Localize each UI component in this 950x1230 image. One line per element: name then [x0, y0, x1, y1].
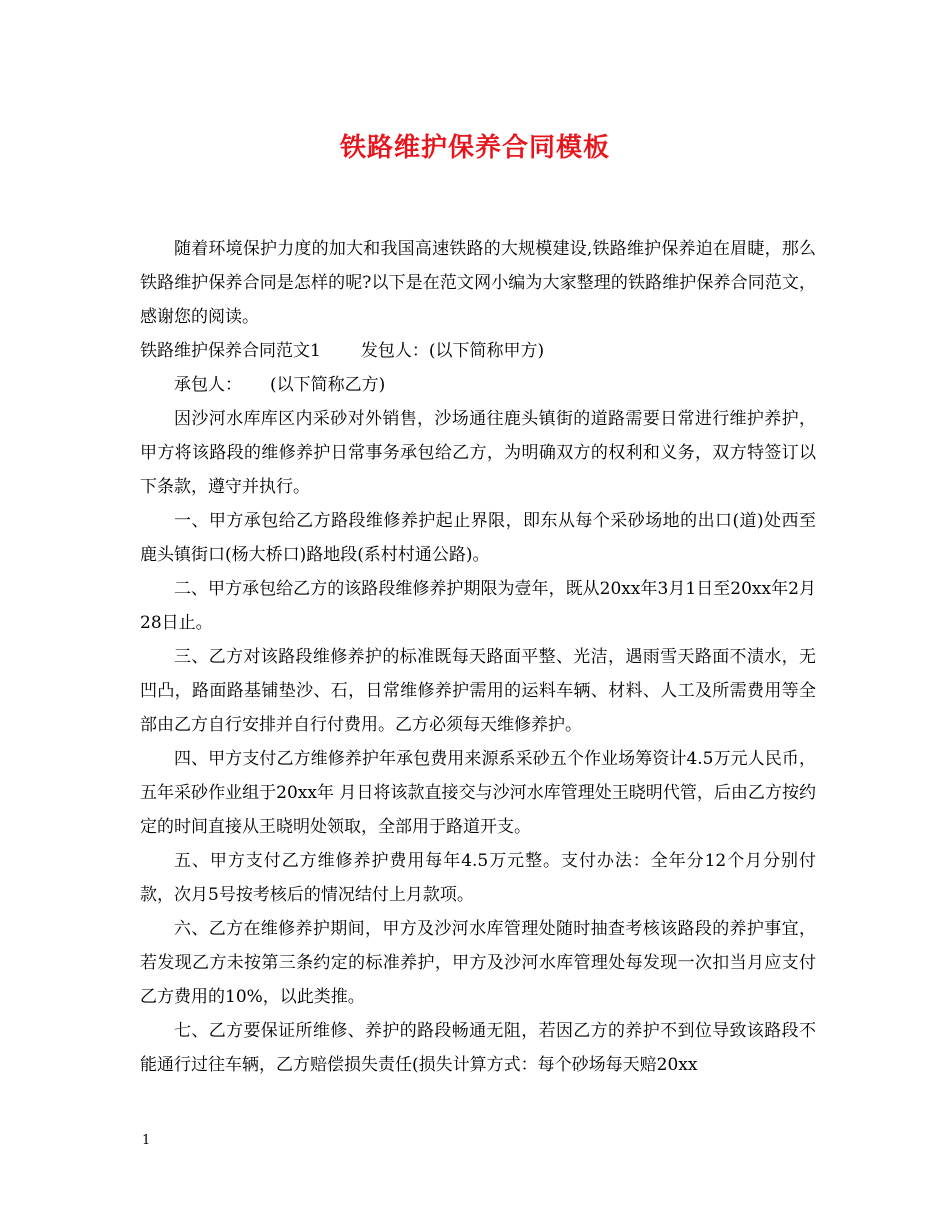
- clause-7: 七、乙方要保证所维修、养护的路段畅通无阻，若因乙方的养护不到位导致该路段不能通行过往车辆，乙方赔偿损失责任(损失计算方式：每个砂场每天赔20xx: [140, 1021, 816, 1075]
- clause-5: 五、甲方支付乙方维修养护费用每年4.5万元整。支付办法：全年分12个月分别付款，次月5号按考核后的情况结付上月款项。: [140, 851, 816, 905]
- sample-heading-line: [140, 334, 816, 368]
- party-a-line: 发包人：(以下简称甲方): [360, 341, 545, 361]
- sample-heading: 铁路维护保养合同范文1: [140, 341, 321, 361]
- clause-1: 一、甲方承包给乙方路段维修养护起止界限，即东从每个采砂场地的出口(道)处西至鹿头镇街口(杨大桥口)路地段(系村村通公路)。: [140, 511, 816, 565]
- clause-6: 六、乙方在维修养护期间，甲方及沙河水库管理处随时抽查考核该路段的养护事宜，若发现乙方未按第三条约定的标准养护，甲方及沙河水库管理处每发现一次扣当月应支付乙方费用的10%，以此类推。: [140, 919, 816, 1007]
- clause-4: 四、甲方支付乙方维修养护年承包费用来源系采砂五个作业场筹资计4.5万元人民币，五年采砂作业组于20xx年 月日将该款直接交与沙河水库管理处王晓明代管，后由乙方按约定的时间直接从王晓明处领取，全部用于路道开支。: [140, 749, 816, 837]
- clause-2: 二、甲方承包给乙方的该路段维修养护期限为壹年，既从20xx年3月1日至20xx年2月28日止。: [140, 579, 816, 633]
- document-body: [140, 232, 816, 1082]
- clause-preamble: 因沙河水库库区内采砂对外销售，沙场通往鹿头镇街的道路需要日常进行维护养护，甲方将该路段的维修养护日常事务承包给乙方，为明确双方的权利和义务，双方特签订以下条款，遵守并执行。: [140, 409, 816, 497]
- party-b-label: 承包人：: [174, 375, 242, 395]
- party-b-line: [140, 368, 816, 402]
- clause-3: 三、乙方对该路段维修养护的标准既每天路面平整、光洁，遇雨雪天路面不渍水，无凹凸，路面路基铺垫沙、石，日常维修养护需用的运料车辆、材料、人工及所需费用等全部由乙方自行安排并自行付费用。乙方必须每天维修养护。: [140, 647, 816, 735]
- page-title: 铁路维护保养合同模板: [339, 133, 610, 163]
- intro-paragraph: 随着环境保护力度的加大和我国高速铁路的大规模建设,铁路维护保养迫在眉睫，那么铁路维护保养合同是怎样的呢?以下是在范文网小编为大家整理的铁路维护保养合同范文，感谢您的阅读。: [140, 239, 816, 327]
- page-number: 1: [142, 1133, 151, 1148]
- party-b-note: (以下简称乙方): [270, 375, 386, 395]
